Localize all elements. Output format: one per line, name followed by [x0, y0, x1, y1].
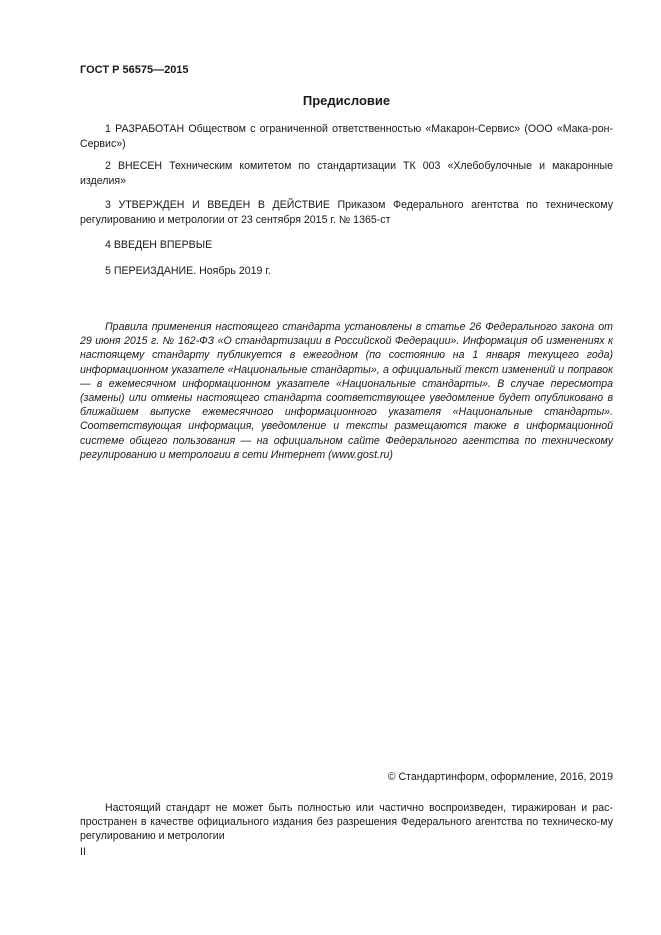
page-number: II	[80, 846, 86, 858]
standard-id: ГОСТ Р 56575—2015	[80, 64, 189, 76]
foreword-item-3: 3 УТВЕРЖДЕН И ВВЕДЕН В ДЕЙСТВИЕ Приказом Федерального агентства по техническому регулированию и метрологии от 23 сентября 2015 г. № 1365-ст	[80, 199, 613, 226]
page-title: Предисловие	[302, 93, 391, 108]
foreword-item-2: 2 ВНЕСЕН Техническим комитетом по стандартизации ТК 003 «Хлебобулочные и макаронные изделия»	[80, 160, 613, 187]
foreword-item-1: 1 РАЗРАБОТАН Обществом с ограниченной ответственностью «Макарон-Сервис» (ООО «Мака-рон-Сервис»)	[80, 123, 613, 150]
copyright-line: © Стандартинформ, оформление, 2016, 2019	[387, 771, 613, 783]
foreword-item-5: 5 ПЕРЕИЗДАНИЕ. Ноябрь 2019 г.	[105, 265, 271, 277]
foreword-item-4: 4 ВВЕДЕН ВПЕРВЫЕ	[105, 239, 213, 251]
application-rules-notice: Правила применения настоящего стандарта установлены в статье 26 Федерального закона от 29 июня 2015 г. № 162-ФЗ «О стандартизации в Российской Федерации». Информация об изменениях к настоящему стандарту публикуется в ежегодном (по состоянию на 1 января текущего года) информационном указателе «Национальные стандарты», а официальный текст изменений и поправок — в ежемесячном информационном указателе «Национальные стандарты». В случае пересмотра (замены) или отмены настоящего стандарта соответствующее уведомление будет опубликовано в ближайшем выпуске ежемесячного информационного указателя «Национальные стандарты». Соответствующая информация, уведомление и тексты размещаются также в информационной системе общего пользования — на официальном сайте Федерального агентства по техническому регулированию и метрологии в сети Интернет (www.gost.ru)	[80, 321, 613, 461]
reproduction-notice: Настоящий стандарт не может быть полностью или частично воспроизведен, тиражирован и рас-пространен в качестве официального издания без разрешения Федерального агентства по техническо-му регулированию и метрологии	[80, 802, 613, 842]
